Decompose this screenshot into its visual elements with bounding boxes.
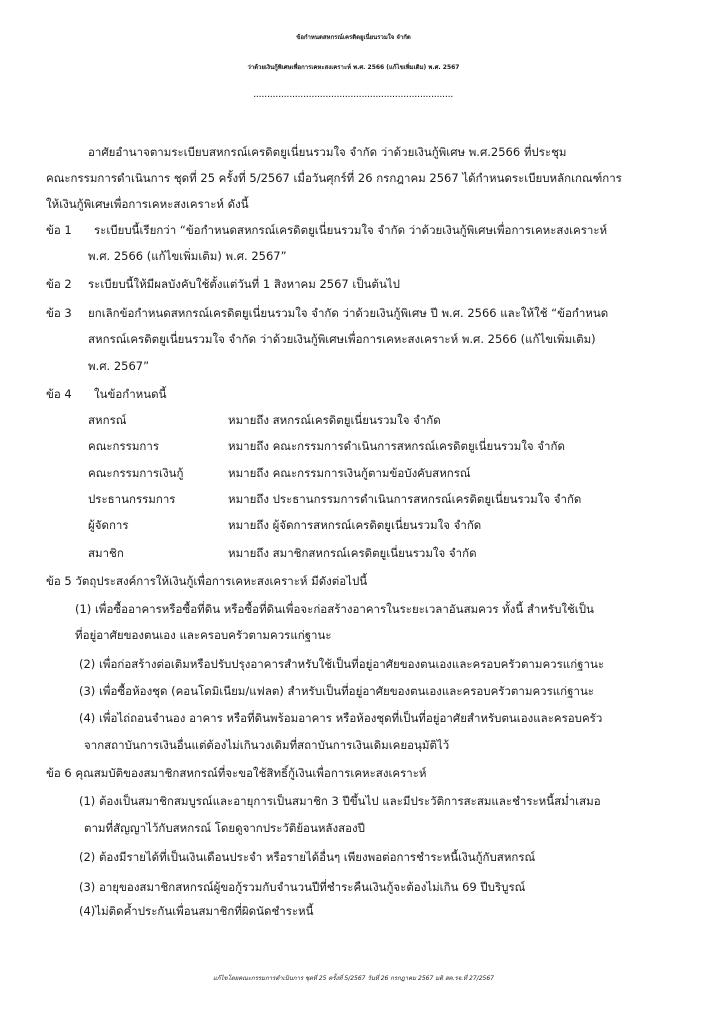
clause-5-heading: ข้อ 5 วัตถุประสงค์การให้เงินกู้เพื่อการเคหะสงเคราะห์ มีดังต่อไปนี้ — [46, 574, 368, 588]
clause-3-text: ยกเลิกข้อกำหนดสหกรณ์เครดิตยูเนี่ยนรวมใจ จำกัด ว่าด้วยเงินกู้พิเศษ ปี พ.ศ. 2566 และให้ใช้ “ข้อกำหนด — [88, 306, 609, 320]
definition-text: หมายถึง คณะกรรมการดำเนินการสหกรณ์เครดิตยูเนี่ยนรวมใจ จำกัด — [228, 439, 565, 453]
clause-1-text: พ.ศ. 2566 (แก้ไขเพิ่มเติม) พ.ศ. 2567” — [88, 249, 287, 263]
clause-1-text: ระเบียบนี้เรียกว่า “ข้อกำหนดสหกรณ์เครดิตยูเนี่ยนรวมใจ จำกัด ว่าด้วยเงินกู้พิเศษเพื่อการเคหะสงเคราะห์ — [94, 223, 608, 237]
clause-2-label: ข้อ 2 — [46, 277, 72, 291]
definition-term: ประธานกรรมการ — [88, 492, 176, 506]
clause-1-label: ข้อ 1 — [46, 223, 72, 237]
clause-6-item: ตามที่สัญญาไว้กับสหกรณ์ โดยดูจากประวัติย้อนหลังสองปี — [84, 821, 365, 835]
clause-6-heading: ข้อ 6 คุณสมบัติของสมาชิกสหกรณ์ที่จะขอใช้สิทธิ์กู้เงินเพื่อการเคหะสงเคราะห์ — [46, 766, 427, 780]
definition-term: คณะกรรมการ — [88, 439, 160, 453]
clause-2-text: ระเบียบนี้ให้มีผลบังคับใช้ตั้งแต่วันที่ 1 สิงหาคม 2567 เป็นต้นไป — [88, 277, 400, 291]
clause-5-item: จากสถาบันการเงินอื่นแต่ต้องไม่เกินวงเดิมที่สถาบันการเงินเดิมเคยอนุมัติไว้ — [84, 738, 450, 752]
clause-6-item: (3) อายุของสมาชิกสหกรณ์ผู้ขอกู้รวมกับจำนวนปีที่ชำระคืนเงินกู้จะต้องไม่เกิน 69 ปีบริบูรณ์ — [79, 880, 526, 894]
clause-6-item: (1) ต้องเป็นสมาชิกสมบูรณ์และอายุการเป็นสมาชิก 3 ปีขึ้นไป และมีประวัติการสะสมและชำระหนี้สม่ำเสมอ — [79, 794, 601, 808]
preamble-line: อาศัยอำนาจตามระเบียบสหกรณ์เครดิตยูเนี่ยนรวมใจ จำกัด ว่าด้วยเงินกู้พิเศษ พ.ศ.2566 ที่ประชุม — [88, 145, 567, 159]
clause-3-label: ข้อ 3 — [46, 306, 72, 320]
clause-5-item: (3) เพื่อซื้อห้องชุด (คอนโดมิเนียม/แฟลต) สำหรับเป็นที่อยู่อาศัยของตนเองและครอบครัวตามควรแก่ฐานะ — [79, 684, 594, 698]
clause-4-intro: ในข้อกำหนดนี้ — [94, 387, 167, 401]
definition-term: ผู้จัดการ — [88, 518, 129, 532]
clause-5-item: ที่อยู่อาศัยของตนเอง และครอบครัวตามควรแก่ฐานะ — [75, 628, 332, 642]
clause-5-item: (2) เพื่อก่อสร้างต่อเติมหรือปรับปรุงอาคารสำหรับใช้เป็นที่อยู่อาศัยของตนเองและครอบครัวตามควรแก่ฐานะ — [79, 657, 605, 671]
clause-5-item: (1) เพื่อซื้ออาคารหรือซื้อที่ดิน หรือซื้อที่ดินเพื่อจะก่อสร้างอาคารในระยะเวลาอันสมควร ทั้งนี้ สำหรับใช้เป็น — [75, 602, 594, 616]
amendment-footer: แก้ไขโดยคณะกรรมการดำเนินการ ชุดที่ 25 ครั้งที่ 5/2567 วันที่ 26 กรกฎาคม 2567 มติ สค.รจ.ที่ 27/2567 — [213, 975, 494, 982]
definition-text: หมายถึง ประธานกรรมการดำเนินการสหกรณ์เครดิตยูเนี่ยนรวมใจ จำกัด — [228, 492, 582, 506]
clause-6-item: (4)ไม่ติดค้ำประกันเพื่อนสมาชิกที่ผิดนัดชำระหนี้ — [79, 904, 314, 918]
document-title-line2: ว่าด้วยเงินกู้พิเศษเพื่อการเคหะสงเคราะห์ พ.ศ. 2566 (แก้ไขเพิ่มเติม) พ.ศ. 2567 — [247, 64, 460, 71]
preamble-line: คณะกรรมการดำเนินการ ชุดที่ 25 ครั้งที่ 5/2567 เมื่อวันศุกร์ที่ 26 กรกฎาคม 2567 ได้กำหนดระเบียบหลักเกณฑ์การ — [46, 171, 622, 185]
clause-6-item: (2) ต้องมีรายได้ที่เป็นเงินเดือนประจำ หรือรายได้อื่นๆ เพียงพอต่อการชำระหนี้เงินกู้กับสหกรณ์ — [79, 850, 536, 864]
definition-term: คณะกรรมการเงินกู้ — [88, 466, 184, 480]
definition-text: หมายถึง สมาชิกสหกรณ์เครดิตยูเนี่ยนรวมใจ จำกัด — [228, 546, 477, 560]
clause-4-label: ข้อ 4 — [46, 387, 72, 401]
preamble-line: ให้เงินกู้พิเศษเพื่อการเคหะสงเคราะห์ ดังนี้ — [46, 197, 249, 211]
clause-3-text: สหกรณ์เครดิตยูเนี่ยนรวมใจ จำกัด ว่าด้วยเงินกู้พิเศษเพื่อการเคหะสงเคราะห์ พ.ศ. 2566 (แก้ไขเพิ่มเติม) — [88, 332, 596, 346]
definition-text: หมายถึง คณะกรรมการเงินกู้ตามข้อบังคับสหกรณ์ — [228, 466, 471, 480]
title-separator: ........................................................................ — [253, 92, 454, 99]
definition-text: หมายถึง ผู้จัดการสหกรณ์เครดิตยูเนี่ยนรวมใจ จำกัด — [228, 518, 482, 532]
definition-term: สมาชิก — [88, 546, 124, 560]
document-title-line1: ข้อกำหนดสหกรณ์เครดิตยูเนี่ยนรวมใจ จำกัด — [296, 34, 411, 41]
clause-5-item: (4) เพื่อไถ่ถอนจำนอง อาคาร หรือที่ดินพร้อมอาคาร หรือห้องชุดที่เป็นที่อยู่อาศัยสำหรับตนเองและครอบครัว — [79, 711, 603, 725]
definition-term: สหกรณ์ — [88, 413, 127, 427]
clause-3-text: พ.ศ. 2567” — [88, 359, 150, 373]
definition-text: หมายถึง สหกรณ์เครดิตยูเนี่ยนรวมใจ จำกัด — [228, 413, 441, 427]
